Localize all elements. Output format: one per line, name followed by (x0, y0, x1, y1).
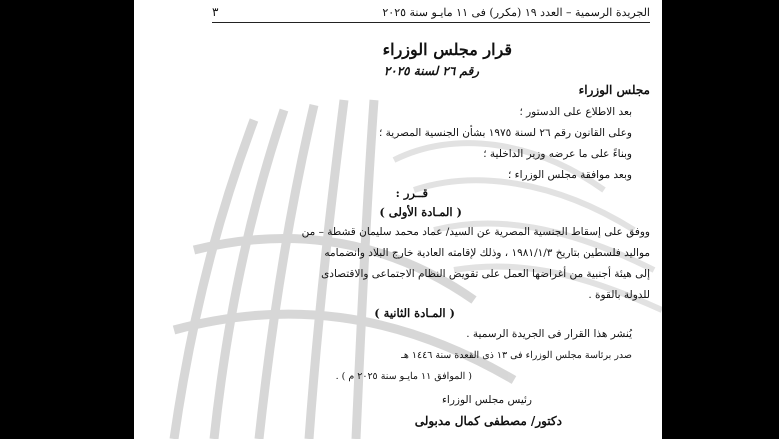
preamble-line: وعلى القانون رقم ٢٦ لسنة ١٩٧٥ بشأن الجنسية المصرية ؛ (379, 127, 632, 139)
preamble-line: وبناءً على ما عرضه وزير الداخلية ؛ (483, 148, 632, 160)
article1-heading: ( المـادة الأولى ) (379, 205, 462, 219)
corresponding-date: ( الموافق ١١ مايـو سنة ٢٠٢٥ م ) . (335, 371, 472, 382)
running-header (212, 4, 650, 23)
document-page (134, 0, 662, 439)
decree-number: رقم ٢٦ لسنة ٢٠٢٥ (383, 64, 479, 78)
article2-text: يُنشر هذا القرار فى الجريدة الرسمية . (466, 328, 632, 340)
article1-line: للدولة بالقوة . (588, 289, 650, 301)
letterbox-left (0, 0, 134, 439)
article1-line: إلى هيئة أجنبية من أغراضها العمل على تقويض النظام الاجتماعى والاقتصادى (321, 268, 650, 280)
letterbox-right (662, 0, 779, 439)
signer-name: دكتور/ مصطفى كمال مدبولى (414, 414, 562, 428)
article1-line: مواليد فلسطين بتاريخ ١٩٨١/١/٣ ، وذلك لإقامته العادية خارج البلاد وانضمامه (324, 247, 650, 259)
preamble-line: وبعد موافقة مجلس الوزراء ؛ (508, 169, 632, 181)
issuer-heading: مجلس الوزراء (578, 83, 650, 97)
article2-heading: ( المـادة الثانية ) (374, 306, 455, 320)
signer-title: رئيس مجلس الوزراء (441, 394, 532, 406)
page-number: ٣ (212, 5, 219, 19)
article1-line: ووفق على إسقاط الجنسية المصرية عن السيد/ عماد محمد سليمان قشطة – من (301, 226, 650, 238)
preamble-line: بعد الاطلاع على الدستور ؛ (519, 106, 632, 118)
running-title: الجريدة الرسمية – العدد ١٩ (مكرر) فى ١١ مايـو سنة ٢٠٢٥ (382, 6, 650, 19)
decided-heading: قــرر : (395, 186, 428, 200)
issued-at: صدر برئاسة مجلس الوزراء فى ١٣ ذى القعدة سنة ١٤٤٦ هـ (401, 350, 632, 361)
decree-title: قرار مجلس الوزراء (382, 40, 512, 59)
